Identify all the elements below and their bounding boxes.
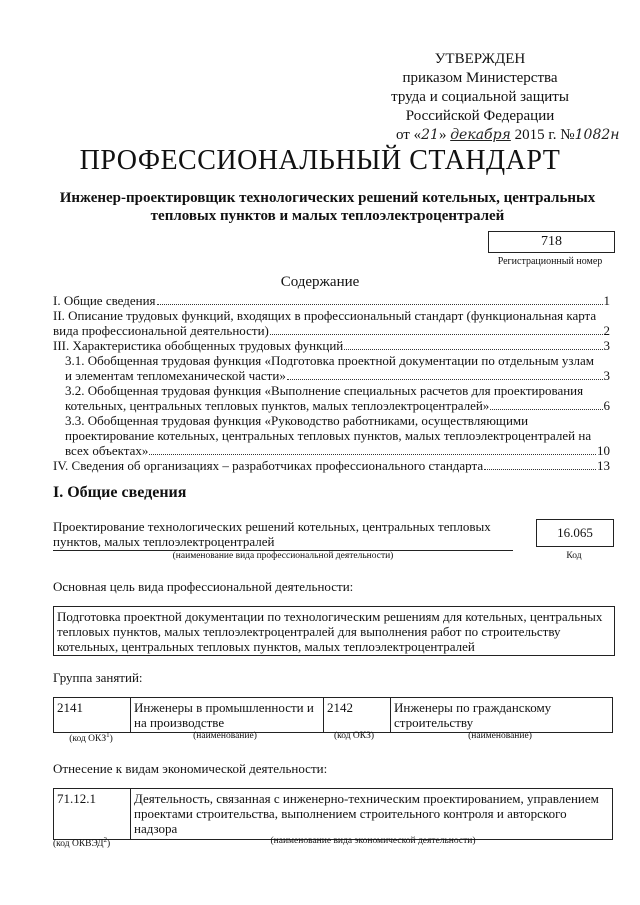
occupation-code-2: 2142 xyxy=(324,698,391,733)
registration-caption: Регистрационный номер xyxy=(497,256,603,267)
order-number: 1082н xyxy=(574,127,620,143)
activity-name: Проектирование технологических решений котельных, центральных тепловых пунктов, малых теплоэлектроцентралей xyxy=(53,519,491,549)
date-mid: » xyxy=(438,127,447,143)
date-prefix: от « xyxy=(396,127,422,143)
occupation-table xyxy=(53,697,613,733)
approval-line-4: Российской Федерации xyxy=(405,108,555,124)
section-heading: I. Общие сведения xyxy=(53,484,187,501)
occ-code-caption-2: (код ОКЗ) xyxy=(333,731,375,741)
document-subtitle: Инженер-проектировщик технологических решений котельных, центральных тепловых пунктов и малых теплоэлектроцентралей xyxy=(59,190,596,224)
toc-item-3-2[interactable]: 3.2. Обобщенная трудовая функция «Выполнение специальных расчетов для проектирования котельных, центральных тепловых пунктов, малых теплоэлектроцентралей» 6 xyxy=(65,383,610,413)
goal-label: Основная цель вида профессиональной деятельности: xyxy=(53,579,354,594)
toc-item-3[interactable]: III. Характеристика обобщенных трудовых функций 3 xyxy=(53,338,610,353)
toc-item-2[interactable]: II. Описание трудовых функций, входящих в профессиональный стандарт (функциональная карта вида профессиональной деятельности) 2 xyxy=(53,308,610,338)
econ-text: Деятельность, связанная с инженерно-техническим проектированием, управлением проектами строительства, выполнением строительного контроля и авторского надзора xyxy=(131,789,613,840)
code-caption: Код xyxy=(566,551,582,561)
activity-code-box: 16.065 xyxy=(536,519,614,547)
occupation-label: Группа занятий: xyxy=(53,670,143,685)
approval-line-1: УТВЕРЖДЕН xyxy=(434,51,526,67)
toc-item-1[interactable]: I. Общие сведения 1 xyxy=(53,293,610,308)
approval-line-3: труда и социальной защиты xyxy=(391,89,569,105)
date-year: 2015 г. № xyxy=(514,127,575,143)
econ-name-caption: (наименование вида экономической деятельности) xyxy=(270,836,476,846)
occupation-name-2: Инженеры по гражданскому строительству xyxy=(391,698,613,733)
activity-caption: (наименование вида профессиональной деятельности) xyxy=(172,551,394,561)
occ-name-caption-1: (наименование) xyxy=(193,731,257,741)
document-title: ПРОФЕССИОНАЛЬНЫЙ СТАНДАРТ xyxy=(79,145,561,176)
toc-item-4[interactable]: IV. Сведения об организациях – разработчиках профессионального стандарта 13 xyxy=(53,458,610,473)
table-row xyxy=(54,698,613,733)
approval-line-2: приказом Министерства xyxy=(402,70,558,86)
toc-item-3-1[interactable]: 3.1. Обобщенная трудовая функция «Подготовка проектной документации по отдельным узлам и элементам тепломеханической части» 3 xyxy=(65,353,610,383)
occupation-name-1: Инженеры в промышленности и на производстве xyxy=(131,698,324,733)
occ-name-caption-2: (наименование) xyxy=(468,731,532,741)
approval-block xyxy=(340,50,620,145)
econ-label: Отнесение к видам экономической деятельности: xyxy=(53,761,328,776)
toc-title: Содержание xyxy=(280,274,360,290)
date-month: декабря xyxy=(450,127,511,143)
econ-code-caption: (код ОКВЭД$^2$) xyxy=(53,836,111,850)
table-of-contents xyxy=(53,293,610,473)
date-day: 21 xyxy=(421,127,439,143)
occupation-code-1: 2141 xyxy=(54,698,131,733)
toc-item-3-3[interactable]: 3.3. Обобщенная трудовая функция «Руководство работниками, осуществляющими проектирование котельных, центральных тепловых пунктов, малых теплоэлектроцентралей на всех объектах» 10 xyxy=(65,413,610,458)
occ-code-caption-1: (код ОКЗ$^1$) xyxy=(69,731,113,745)
econ-activity-table xyxy=(53,788,613,840)
registration-number-box: 718 xyxy=(488,231,615,253)
econ-code: 71.12.1 xyxy=(54,789,131,840)
table-row xyxy=(54,789,613,840)
approval-date-line xyxy=(340,126,620,145)
goal-text-box: Подготовка проектной документации по технологическим решениям для котельных, центральных тепловых пунктов, малых теплоэлектроцентралей для выполнения работ по строительству котельных, центральных тепловых пунктов, малых теплоэлектроцентралей xyxy=(53,606,615,656)
